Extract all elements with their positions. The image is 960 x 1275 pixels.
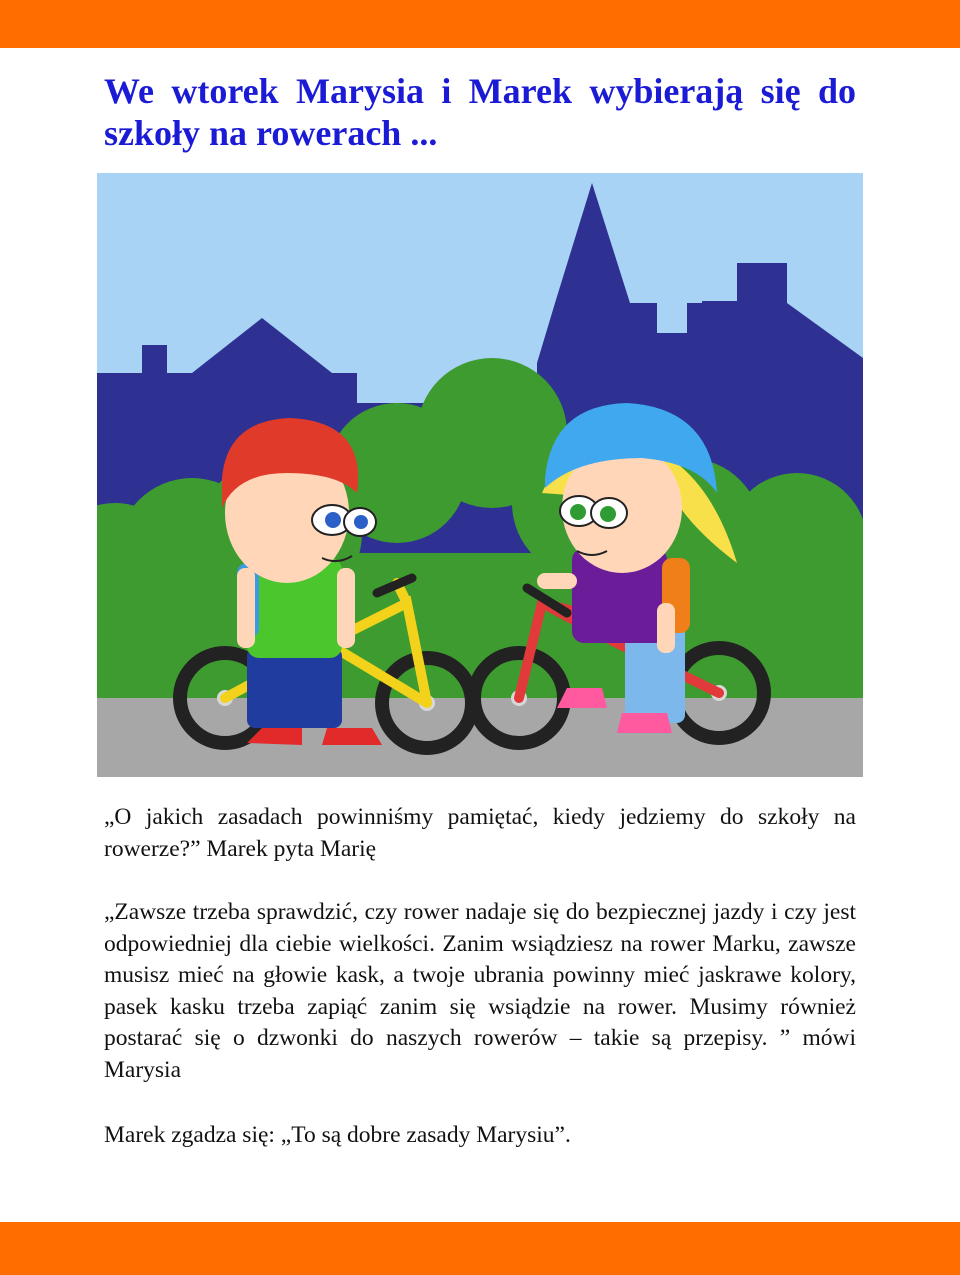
paragraph-answer: „Zawsze trzeba sprawdzić, czy rower nadaje się do bezpiecznej jazdy i czy jest odpowiedniej dla ciebie wielkości. Zanim wsiądziesz na rower Marku, zawsze musisz mieć na głowie kask, a twoje ubrania powinny mieć jaskrawe kolory, pasek kasku trzeba zapiąć zanim się wsiądzie na rower. Musimy również postarać się o dzwonki do naszych rowerów – takie są przepisy. ” mówi Marysia <box>104 899 856 1083</box>
paragraph-conclusion: Marek zgadza się: „To są dobre zasady Marysiu”. <box>104 1122 571 1148</box>
top-orange-band <box>0 0 960 48</box>
paragraph-question: „O jakich zasadach powinniśmy pamiętać, kiedy jedziemy do szkoły na rowerze?” Marek pyta Marię <box>104 804 856 862</box>
bottom-orange-band <box>0 1222 960 1275</box>
illustration-children-with-bicycles <box>97 173 863 777</box>
page-title: We wtorek Marysia i Marek wybierają się do szkoły na rowerach ... <box>104 71 856 153</box>
